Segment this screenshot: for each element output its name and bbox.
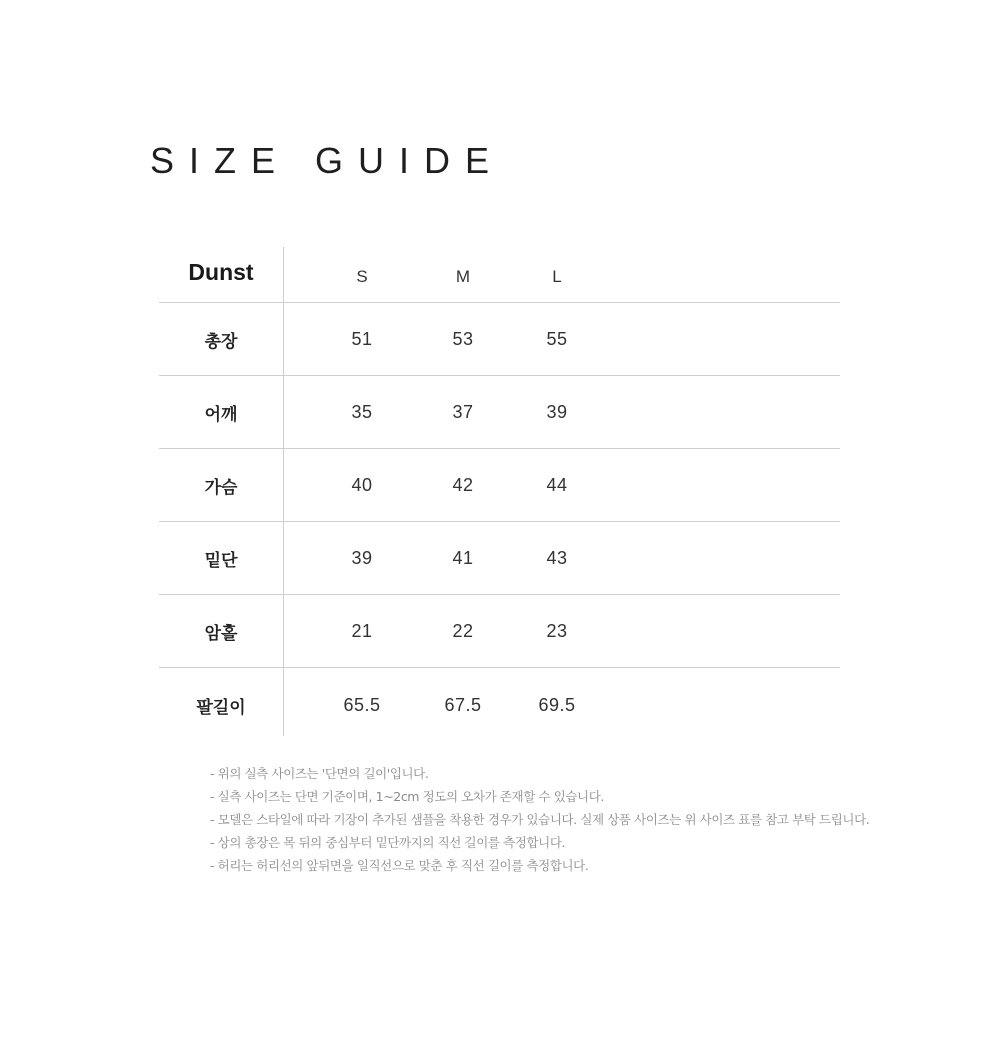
value-cell: 65.5 xyxy=(343,694,381,715)
value-cell: 35 xyxy=(351,401,373,422)
table-row xyxy=(159,449,840,522)
value-cell: 22 xyxy=(452,620,474,641)
size-header-m: M xyxy=(455,266,471,286)
value-cell: 23 xyxy=(546,620,568,641)
row-label: 암홀 xyxy=(204,623,238,644)
value-cell: 67.5 xyxy=(444,694,482,715)
value-cell: 39 xyxy=(351,547,373,568)
value-cell: 40 xyxy=(351,474,373,495)
table-header-row xyxy=(159,247,840,303)
value-cell: 42 xyxy=(452,474,474,495)
note-item: - 위의 실측 사이즈는 '단면의 길이'입니다. xyxy=(210,766,429,781)
brand-cell xyxy=(159,247,283,302)
table-row xyxy=(159,376,840,449)
table-row xyxy=(159,522,840,595)
value-cell: 43 xyxy=(546,547,568,568)
value-cell: 41 xyxy=(452,547,474,568)
size-header-s: S xyxy=(356,266,368,286)
value-cell: 51 xyxy=(351,328,373,349)
page-title: SIZE GUIDE xyxy=(150,140,505,181)
brand-name: Dunst xyxy=(188,259,254,285)
value-cell: 69.5 xyxy=(538,694,576,715)
value-cell: 39 xyxy=(546,401,568,422)
table-row xyxy=(159,303,840,376)
size-notes xyxy=(210,762,869,877)
table-row xyxy=(159,595,840,668)
row-label: 어깨 xyxy=(204,404,238,425)
note-item: - 허리는 허리선의 앞뒤면을 일직선으로 맞춘 후 직선 길이를 측정합니다. xyxy=(210,858,589,873)
note-item: - 상의 총장은 목 뒤의 중심부터 밑단까지의 직선 길이를 측정합니다. xyxy=(210,835,566,850)
row-label: 가슴 xyxy=(204,477,238,498)
note-item: - 실측 사이즈는 단면 기준이며, 1~2cm 정도의 오차가 존재할 수 있습니다. xyxy=(210,789,604,804)
value-cell: 55 xyxy=(546,328,568,349)
value-cell: 53 xyxy=(452,328,474,349)
value-cell: 21 xyxy=(351,620,373,641)
note-item: - 모델은 스타일에 따라 기장이 추가된 샘플을 착용한 경우가 있습니다. 실제 상품 사이즈는 위 사이즈 표를 참고 부탁 드립니다. xyxy=(210,812,870,827)
size-header-l: L xyxy=(552,266,562,286)
row-label: 밑단 xyxy=(204,550,238,571)
size-table xyxy=(159,247,840,742)
value-cell: 37 xyxy=(452,401,474,422)
value-cell: 44 xyxy=(546,474,568,495)
row-label: 팔길이 xyxy=(196,697,246,718)
row-label: 총장 xyxy=(204,331,238,352)
table-row xyxy=(159,668,840,742)
